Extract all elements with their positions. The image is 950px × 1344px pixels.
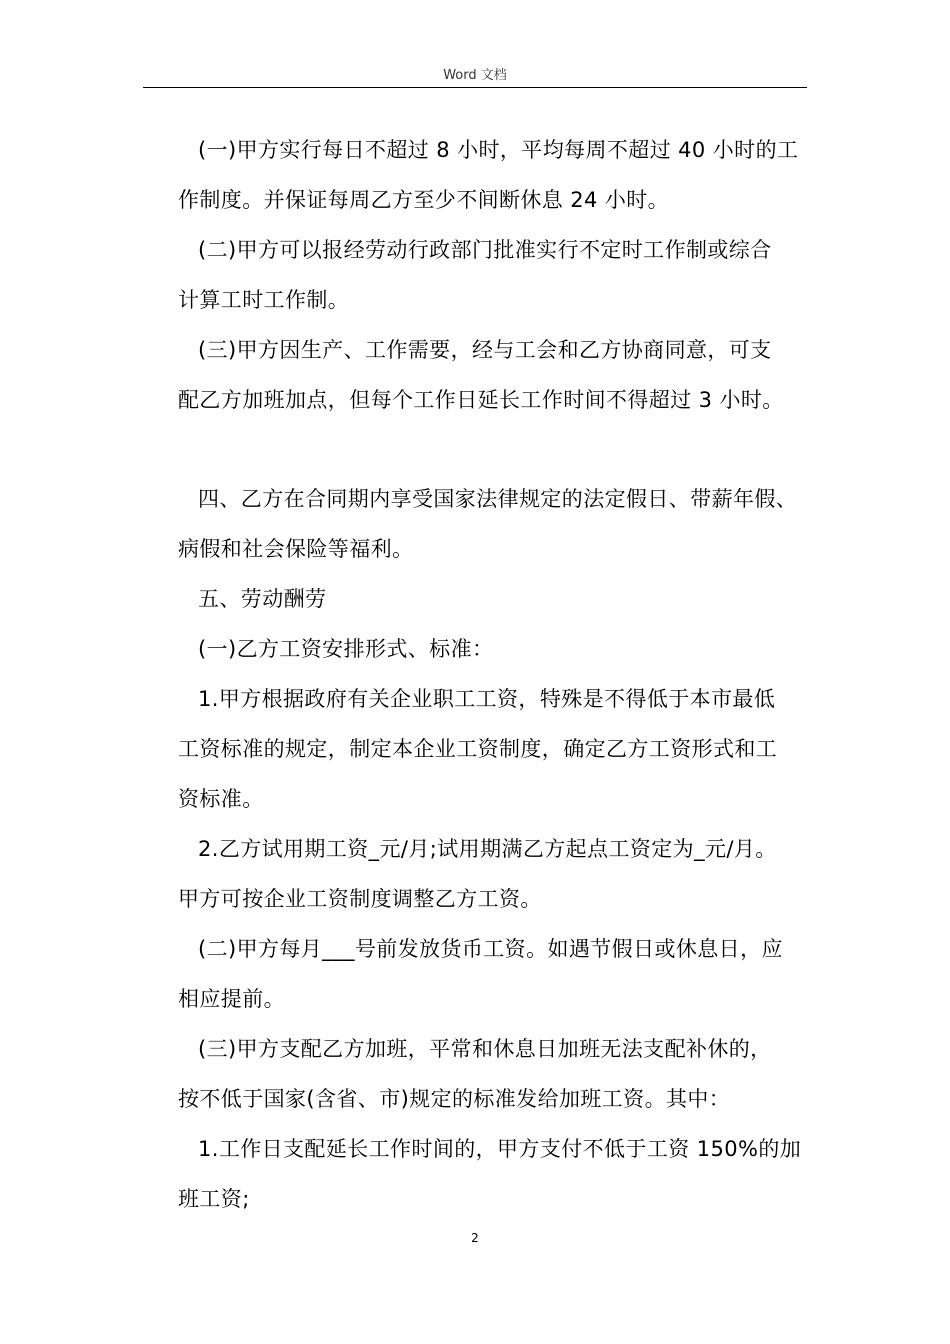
body-line: (二)甲方每月___号前发放货币工资。如遇节假日或休息日，应 xyxy=(198,937,783,961)
body-line: (三)甲方因生产、工作需要，经与工会和乙方协商同意，可支 xyxy=(198,338,772,362)
body-line: 计算工时工作制。 xyxy=(178,288,350,312)
header-label: Word 文档 xyxy=(443,68,507,83)
body-line: 四、乙方在合同期内享受国家法律规定的法定假日、带薪年假、 xyxy=(198,487,798,511)
body-line: 按不低于国家(含省、市)规定的标准发给加班工资。其中： xyxy=(178,1087,731,1111)
body-line: 甲方可按企业工资制度调整乙方工资。 xyxy=(178,887,542,911)
body-line: (二)甲方可以报经劳动行政部门批准实行不定时工作制或综合 xyxy=(198,238,772,262)
body-line: (三)甲方支配乙方加班，平常和休息日加班无法支配补休的， xyxy=(198,1037,772,1061)
body-line: (一)乙方工资安排形式、标准： xyxy=(198,637,494,661)
body-line: 相应提前。 xyxy=(178,987,285,1011)
section-heading: 五、劳动酬劳 xyxy=(198,587,327,611)
page-number: 2 xyxy=(471,1231,479,1245)
body-line: 1.工作日支配延长工作时间的，甲方支付不低于工资 150%的加 xyxy=(198,1137,802,1161)
body-line: 病假和社会保险等福利。 xyxy=(178,537,414,561)
body-line: (一)甲方实行每日不超过 8 小时，平均每周不超过 40 小时的工 xyxy=(198,138,799,162)
body-line: 工资标准的规定，制定本企业工资制度，确定乙方工资形式和工 xyxy=(178,737,778,761)
body-line: 班工资; xyxy=(178,1187,250,1211)
body-line: 资标准。 xyxy=(178,787,264,811)
body-line: 作制度。并保证每周乙方至少不间断休息 24 小时。 xyxy=(178,188,670,212)
body-line: 1.甲方根据政府有关企业职工工资，特殊是不得低于本市最低 xyxy=(198,687,776,711)
body-line: 配乙方加班加点，但每个工作日延长工作时间不得超过 3 小时。 xyxy=(178,388,784,412)
body-line: 2.乙方试用期工资_元/月;试用期满乙方起点工资定为_元/月。 xyxy=(198,837,777,861)
header-divider xyxy=(143,87,807,88)
